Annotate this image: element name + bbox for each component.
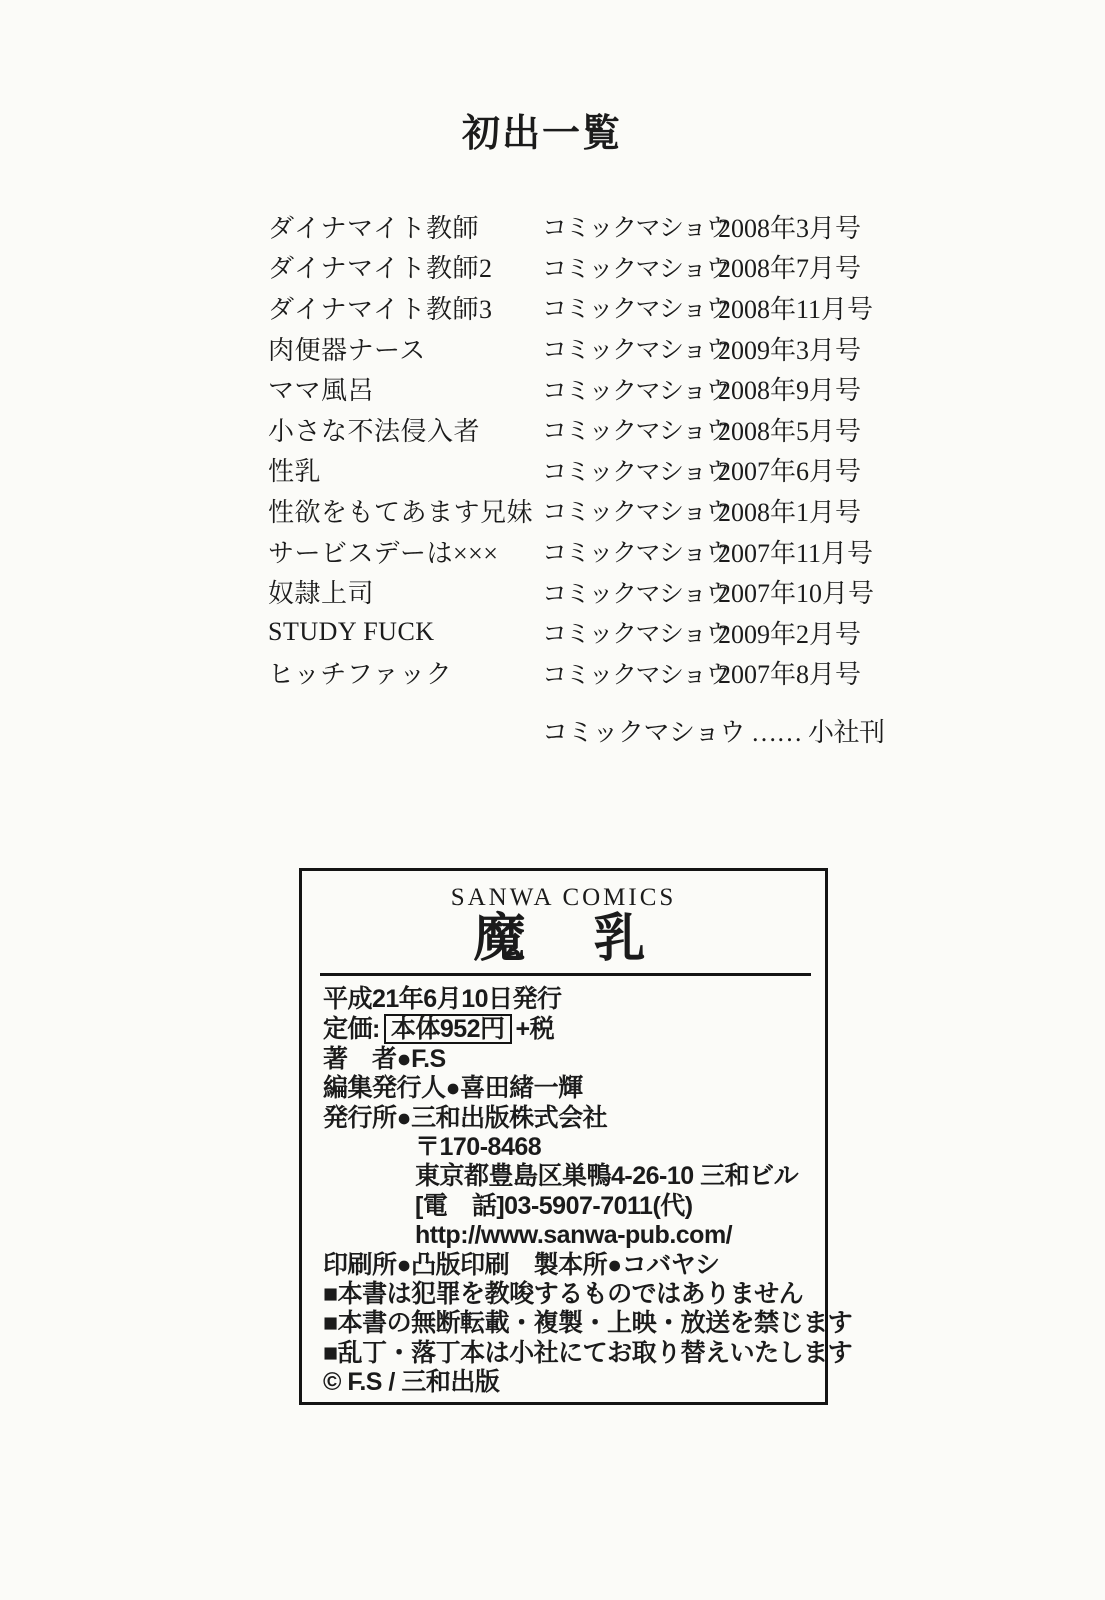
work-title: 肉便器ナース (268, 335, 426, 365)
printer-line: 印刷所●凸版印刷 製本所●コバヤシ (323, 1250, 720, 1279)
work-title: 性乳 (268, 457, 322, 487)
work-title: ヒッチファック (268, 660, 453, 690)
issue-date: 2007年10月号 (718, 579, 875, 609)
price-label: 定価: (323, 1015, 380, 1044)
issue-date: 2007年6月号 (718, 457, 862, 487)
editor-line: 編集発行人●喜田緒一輝 (323, 1074, 583, 1103)
postal-code-line: 〒170-8468 (415, 1133, 542, 1162)
magazine-name: コミックマショウ (542, 377, 730, 405)
publication-list (268, 206, 874, 693)
issue-date: 2008年7月号 (718, 254, 862, 284)
phone-line: [電 話]03-5907-7011(代) (415, 1191, 693, 1220)
magazine-publisher-note: コミックマショウ …… 小社刊 (542, 718, 885, 747)
magazine-name: コミックマショウ (542, 621, 730, 649)
magazine-name: コミックマショウ (542, 255, 730, 283)
author-line: 著 者●F.S (323, 1044, 446, 1073)
publisher-line: 発行所●三和出版株式会社 (323, 1103, 608, 1132)
issue-date: 2008年3月号 (718, 213, 862, 243)
page-title: 初出一覧 (461, 113, 622, 155)
magazine-name: コミックマショウ (542, 418, 730, 446)
url-line: http://www.sanwa-pub.com/ (415, 1221, 733, 1250)
issue-date: 2007年11月号 (718, 538, 874, 568)
issue-date: 2009年3月号 (718, 335, 862, 365)
magazine-name: コミックマショウ (542, 661, 730, 689)
notice-line: ■本書は犯罪を教唆するものではありません (323, 1280, 804, 1309)
issue-date: 2009年2月号 (718, 619, 862, 649)
notice-line: ■乱丁・落丁本は小社にてお取り替えいたします (323, 1338, 853, 1367)
work-title: STUDY FUCK (268, 617, 435, 647)
work-title: ダイナマイト教師 (268, 213, 479, 243)
price-line (323, 1014, 817, 1044)
copyright-line: © F.S / 三和出版 (323, 1368, 500, 1397)
magazine-name: コミックマショウ (542, 296, 730, 324)
issue-date: 2008年1月号 (718, 497, 862, 527)
magazine-name: コミックマショウ (542, 458, 730, 486)
work-title: 性欲をもてあます兄妹 (268, 497, 534, 527)
magazine-name: コミックマショウ (542, 580, 730, 608)
magazine-name: コミックマショウ (542, 337, 730, 365)
publication-info (323, 985, 853, 1398)
address-line: 東京都豊島区巣鴨4-26-10 三和ビル (415, 1162, 799, 1191)
price-tax-suffix: +税 (515, 1015, 555, 1044)
issue-date-line: 平成21年6月10日発行 (323, 985, 562, 1013)
work-title: 奴隷上司 (268, 579, 375, 609)
magazine-name: コミックマショウ (542, 499, 730, 527)
imprint-label: SANWA COMICS (450, 884, 677, 911)
work-title: ダイナマイト教師3 (268, 294, 493, 324)
work-title: ダイナマイト教師2 (268, 254, 493, 284)
book-title: 魔 乳 (473, 911, 654, 968)
magazine-name: コミックマショウ (542, 215, 730, 243)
magazine-name: コミックマショウ (542, 540, 730, 568)
work-title: 小さな不法侵入者 (268, 416, 481, 446)
issue-date: 2008年5月号 (718, 416, 862, 446)
colophon-box (299, 868, 853, 1405)
price-boxed-value: 本体952円 (384, 1014, 512, 1044)
divider (320, 973, 811, 976)
work-title: サービスデーは××× (268, 538, 499, 568)
issue-date: 2008年11月号 (718, 294, 874, 324)
work-title: ママ風呂 (268, 376, 375, 406)
issue-date: 2007年8月号 (718, 660, 862, 690)
notice-line: ■本書の無断転載・複製・上映・放送を禁じます (323, 1309, 853, 1338)
issue-date: 2008年9月号 (718, 376, 862, 406)
